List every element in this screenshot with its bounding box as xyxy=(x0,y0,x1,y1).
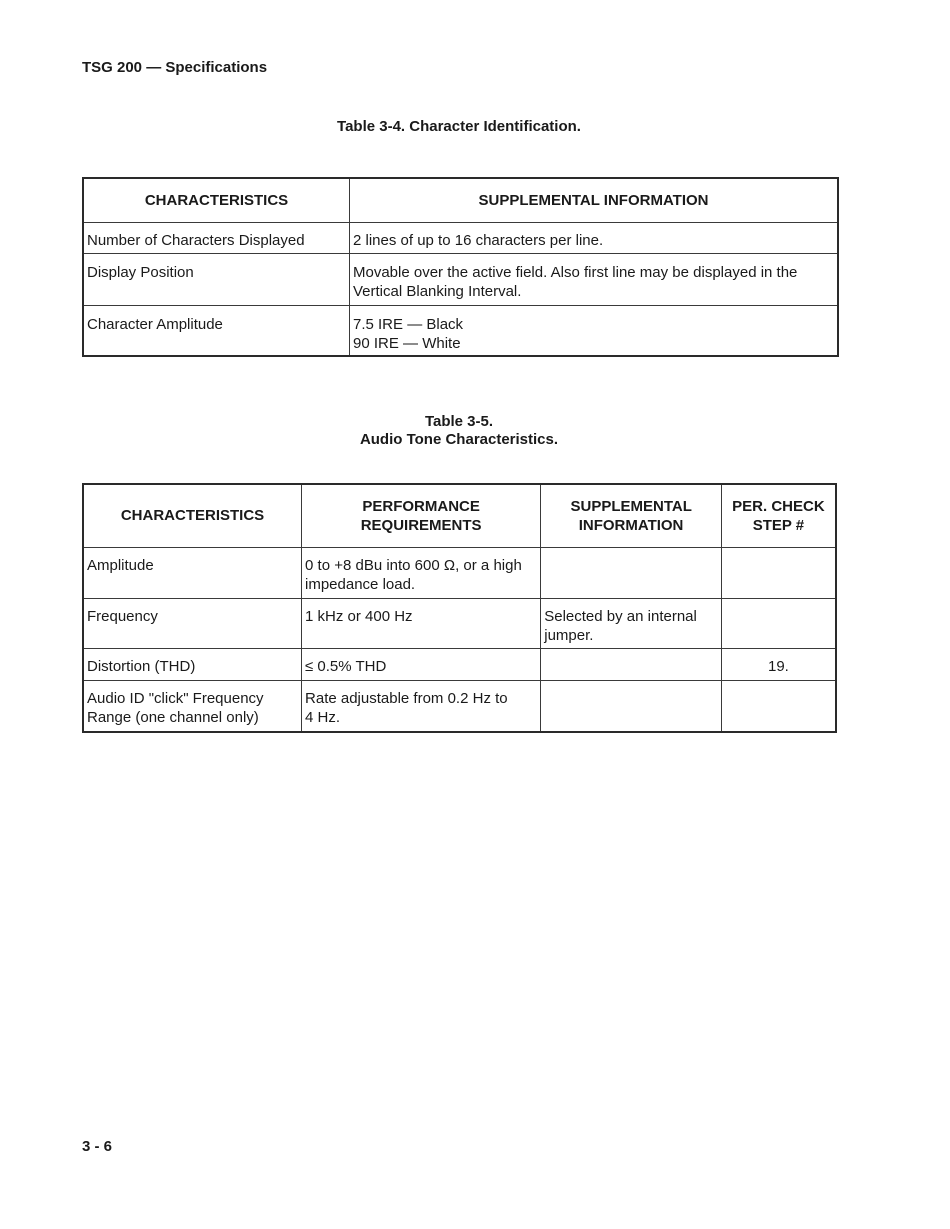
table-header-row xyxy=(83,178,838,222)
running-header: TSG 200 — Specifications xyxy=(82,59,268,76)
header-line: STEP # xyxy=(752,516,805,534)
header-line: PER. CHECK xyxy=(732,497,825,515)
cell-line: impedance load. xyxy=(305,575,416,593)
column-header-characteristics xyxy=(83,484,302,547)
table-row xyxy=(83,305,838,356)
column-header-performance-requirements xyxy=(302,484,541,547)
cell-step xyxy=(721,547,836,598)
table-row xyxy=(83,253,838,305)
cell-supplemental xyxy=(541,547,722,598)
table-row xyxy=(83,598,836,648)
table-3-5-caption-number: Table 3-5. xyxy=(424,413,494,430)
column-header-characteristics: CHARACTERISTICS xyxy=(83,178,350,222)
cell-line: 1 kHz or 400 Hz xyxy=(305,607,413,625)
cell-characteristic xyxy=(83,680,302,732)
cell-step xyxy=(721,598,836,648)
page-number: 3 - 6 xyxy=(82,1138,113,1155)
cell-supplemental xyxy=(541,598,722,648)
header-line: PERFORMANCE xyxy=(362,497,480,515)
table-row xyxy=(83,648,836,680)
cell-supplemental xyxy=(541,680,722,732)
cell-line: 90 IRE — White xyxy=(353,334,461,352)
header-line: REQUIREMENTS xyxy=(360,516,482,534)
column-header-supplemental-information: SUPPLEMENTAL INFORMATION xyxy=(350,178,839,222)
table-3-5-caption-title: Audio Tone Characteristics. xyxy=(359,431,559,448)
cell-characteristic xyxy=(83,648,302,680)
cell-line: 7.5 IRE — Black xyxy=(353,315,464,333)
cell-characteristic xyxy=(83,598,302,648)
cell-performance xyxy=(302,680,541,732)
cell-step xyxy=(721,680,836,732)
cell-line: ≤ 0.5% THD xyxy=(305,657,387,675)
cell-step: 19. xyxy=(721,648,836,680)
cell-line: jumper. xyxy=(544,626,594,644)
header-line: SUPPLEMENTAL xyxy=(570,497,692,515)
cell-characteristic: Character Amplitude xyxy=(83,305,350,356)
cell-performance xyxy=(302,547,541,598)
cell-supplemental xyxy=(350,253,839,305)
cell-characteristic: Number of Characters Displayed xyxy=(83,222,350,253)
cell-line: Amplitude xyxy=(87,556,154,574)
table-header-row xyxy=(83,484,836,547)
cell-line: Rate adjustable from 0.2 Hz to xyxy=(305,689,508,707)
cell-line: Range (one channel only) xyxy=(87,708,259,726)
table-3-5-caption xyxy=(0,413,918,449)
cell-characteristic xyxy=(83,547,302,598)
cell-supplemental xyxy=(541,648,722,680)
table-row xyxy=(83,680,836,732)
character-identification-table xyxy=(82,177,839,357)
cell-performance xyxy=(302,598,541,648)
table-row xyxy=(83,222,838,253)
cell-line: Vertical Blanking Interval. xyxy=(353,282,522,300)
table-3-4-caption: Table 3-4. Character Identification. xyxy=(337,118,581,135)
cell-characteristic: Display Position xyxy=(83,253,350,305)
column-header-supplemental-information xyxy=(541,484,722,547)
header-line: INFORMATION xyxy=(578,516,684,534)
cell-line: Audio ID "click" Frequency xyxy=(87,689,264,707)
cell-line: 2 lines of up to 16 characters per line. xyxy=(353,231,604,249)
cell-line: Movable over the active field. Also first line may be displayed in the xyxy=(353,263,798,281)
cell-performance xyxy=(302,648,541,680)
cell-line: 0 to +8 dBu into 600 Ω, or a high xyxy=(305,556,522,574)
cell-line: Distortion (THD) xyxy=(87,657,196,675)
header-line: CHARACTERISTICS xyxy=(120,507,265,525)
audio-tone-characteristics-table xyxy=(82,483,837,733)
cell-supplemental xyxy=(350,222,839,253)
table-row xyxy=(83,547,836,598)
cell-supplemental xyxy=(350,305,839,356)
cell-line: Frequency xyxy=(87,607,158,625)
cell-line: 4 Hz. xyxy=(305,708,341,726)
cell-line: Selected by an internal xyxy=(544,607,697,625)
column-header-per-check-step xyxy=(721,484,836,547)
